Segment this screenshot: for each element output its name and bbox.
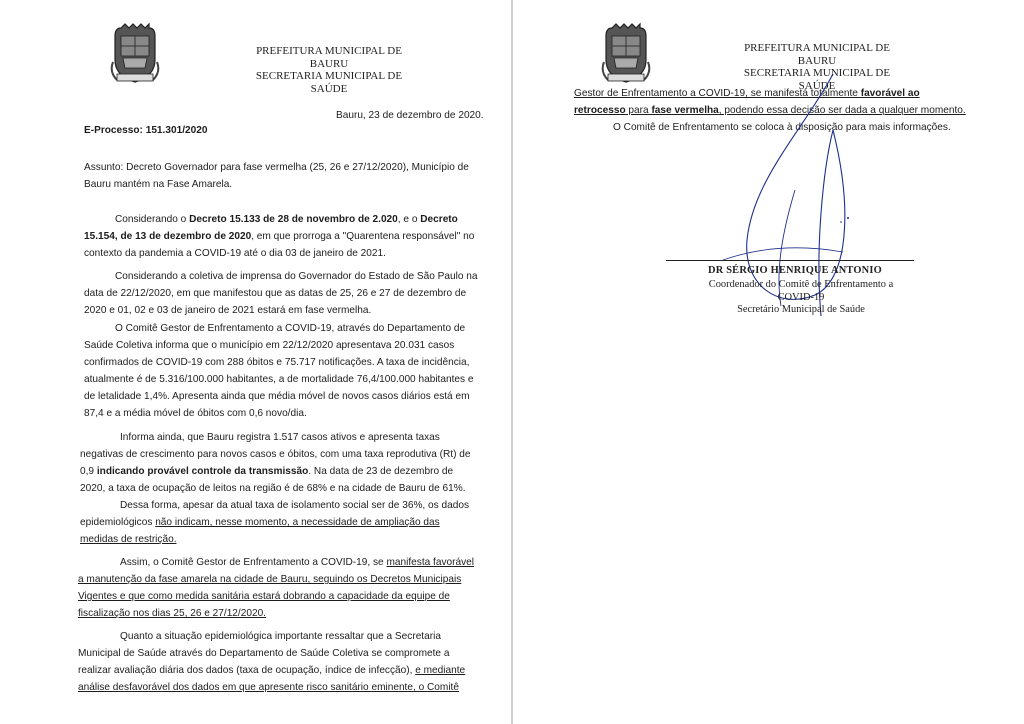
paragraph-4-line-3 bbox=[80, 464, 453, 480]
paragraph-7-line-4: análise desfavorável dos dados em que apresente risco sanitário eminente, o Comitê bbox=[78, 682, 459, 693]
paragraph-2-line-3: 2020 e 01, 02 e 03 de janeiro de 2021 estará em fase vermelha. bbox=[84, 305, 372, 316]
paragraph-7-line-3 bbox=[78, 663, 465, 679]
bauru-crest-icon bbox=[107, 22, 163, 86]
paragraph-2-line-1: Considerando a coletiva de imprensa do Governador do Estado de São Paulo na bbox=[115, 271, 478, 282]
subject-line-1: Assunto: Decreto Governador para fase vermelha (25, 26 e 27/12/2020), Município de bbox=[84, 162, 469, 173]
role-line-3: Secretário Municipal de Saúde bbox=[737, 304, 865, 315]
text-run: , podendo essa decisão ser dada a qualquer momento. bbox=[718, 105, 966, 116]
emphasis-text: fase vermelha bbox=[651, 105, 719, 116]
letterhead bbox=[238, 45, 420, 95]
document-page-right bbox=[513, 0, 1024, 724]
paragraph-6-line-3: Vigentes e que como medida sanitária estará dobrando a capacidade da equipe de bbox=[78, 591, 450, 602]
text-run: , em que prorroga a "Quarentena responsável" no bbox=[251, 231, 475, 242]
paragraph-7-line-2: Municipal de Saúde através do Departamento de Saúde Coletiva se compromete a bbox=[78, 648, 450, 659]
text-run: epidemiológicos bbox=[80, 517, 156, 528]
role-line-1: Coordenador do Comitê de Enfrentamento a bbox=[708, 279, 894, 290]
paragraph-3-line-6: 87,4 e a média móvel de óbitos com 0,6 novo/dia. bbox=[84, 408, 307, 419]
decree-ref: Decreto 15.133 de 28 de novembro de 2.020 bbox=[189, 214, 398, 225]
paragraph-5-line-2 bbox=[80, 515, 440, 531]
letterhead-line-2: SECRETARIA MUNICIPAL DE SAÚDE bbox=[255, 70, 403, 95]
signatory-name: DR SÉRGIO HENRIQUE ANTONIO bbox=[708, 265, 882, 276]
underlined-text: não indicam, nesse momento, a necessidade de ampliação das bbox=[155, 517, 440, 528]
paragraph-5-line-1: Dessa forma, apesar da atual taxa de isolamento social ser de 36%, os dados bbox=[120, 500, 469, 511]
text-run: Assim, o Comitê Gestor de Enfrentamento a COVID-19, se bbox=[120, 557, 387, 568]
text-run: realizar avaliação diária dos dados (taxa de ocupação, índice de infecção), bbox=[78, 665, 416, 676]
text-run: Considerando o bbox=[115, 214, 190, 225]
paragraph-4-line-1: Informa ainda, que Bauru registra 1.517 casos ativos e apresenta taxas bbox=[120, 432, 440, 443]
continuation-line-3: O Comitê de Enfrentamento se coloca à disposição para mais informações. bbox=[613, 122, 951, 133]
letter-date: Bauru, 23 de dezembro de 2020. bbox=[336, 110, 484, 121]
paragraph-4-line-4: 2020, a taxa de ocupação de leitos na região é de 68% e na cidade de Bauru de 61%. bbox=[80, 483, 466, 494]
underlined-text: e mediante bbox=[415, 665, 466, 676]
paragraph-5-line-3: medidas de restrição. bbox=[80, 534, 177, 545]
text-run: , e o bbox=[397, 214, 421, 225]
paragraph-3-line-5: de letalidade 1,4%. Apresenta ainda que média móvel de novos casos diários está em bbox=[84, 391, 470, 402]
paragraph-3-line-1: O Comitê Gestor de Enfrentamento a COVID-19, através do Departamento de bbox=[115, 323, 466, 334]
letterhead-line-1: PREFEITURA MUNICIPAL DE BAURU bbox=[744, 42, 890, 67]
text-run: 0,9 bbox=[80, 466, 97, 477]
paragraph-3-line-3: confirmados de COVID-19 com 288 óbitos e 75.717 notificações. A taxa de incidência, bbox=[84, 357, 470, 368]
letterhead-line-1: PREFEITURA MUNICIPAL DE BAURU bbox=[256, 45, 402, 70]
paragraph-6-line-4: fiscalização nos dias 25, 26 e 27/12/2020. bbox=[78, 608, 266, 619]
letterhead-line-2: SECRETARIA MUNICIPAL DE SAÚDE bbox=[743, 67, 891, 92]
paragraph-6-line-1 bbox=[120, 555, 474, 571]
paragraph-2-line-2: data de 22/12/2020, em que manifestou que as datas de 25, 26 e 27 de dezembro de bbox=[84, 288, 467, 299]
paragraph-1-line-3: contexto da pandemia a COVID-19 até o dia 03 de janeiro de 2021. bbox=[84, 248, 386, 259]
paragraph-6-line-2: a manutenção da fase amarela na cidade de Bauru, seguindo os Decretos Municipais bbox=[78, 574, 462, 585]
text-run: Gestor de Enfrentamento a COVID-19, se manifestá totalmente bbox=[574, 88, 861, 99]
decree-ref: Decreto bbox=[420, 214, 458, 225]
role-line-2: COVID-19 bbox=[777, 291, 825, 303]
paragraph-1-line-1 bbox=[115, 212, 458, 228]
paragraph-7-line-1: Quanto a situação epidemiológica importante ressaltar que a Secretaria bbox=[120, 631, 441, 642]
text-run: . Na data de 23 de dezembro de bbox=[308, 466, 454, 477]
paragraph-1-line-2 bbox=[84, 229, 474, 245]
signatory-role bbox=[690, 279, 912, 317]
emphasis-text: favorável ao bbox=[860, 88, 920, 99]
subject-line-2: Bauru mantém na Fase Amarela. bbox=[84, 179, 233, 190]
emphasis-text: retrocesso bbox=[574, 105, 626, 116]
decree-ref: 15.154, de 13 de dezembro de 2020 bbox=[84, 231, 252, 242]
paragraph-3-line-4: atualmente é de 5.316/100.000 habitantes, a de mortalidade 76,4/100.000 habitantes e bbox=[84, 374, 474, 385]
underlined-text: manifesta favorável bbox=[386, 557, 475, 568]
paragraph-4-line-2: negativas de crescimento para novos casos e óbitos, com uma taxa reprodutiva (Rt) de bbox=[80, 449, 471, 460]
bauru-crest-icon bbox=[598, 22, 654, 86]
process-number: E-Processo: 151.301/2020 bbox=[84, 125, 208, 136]
emphasis-text: indicando provável controle da transmissão bbox=[96, 466, 309, 477]
text-run: para bbox=[625, 105, 652, 116]
paragraph-3-line-2: Saúde Coletiva informa que o município em 22/12/2020 apresentava 20.031 casos bbox=[84, 340, 455, 351]
signature-line bbox=[666, 260, 914, 261]
